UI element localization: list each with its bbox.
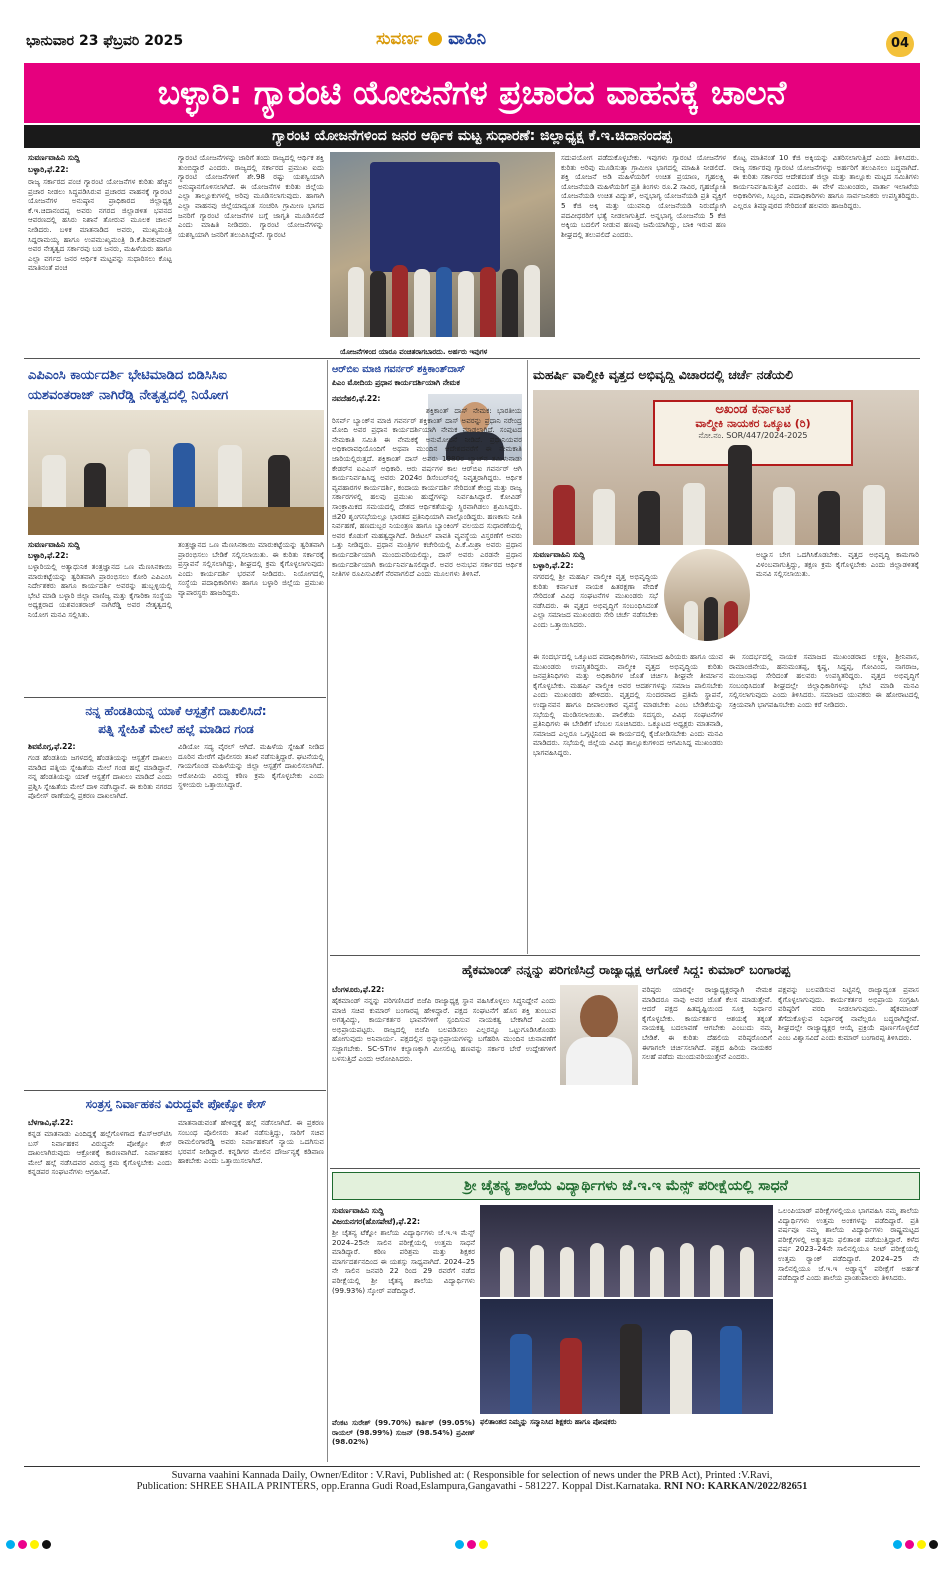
- apmc-col2: ತಂತ್ರಜ್ಞಾನದ ಒಣ ಮೆಣಸಿನಕಾಯಿ ಮಾರುಕಟ್ಟೆಯನ್ನು ತ್ವರಿತವಾಗಿ ಪ್ರಾರಂಭಿಸಲು ಬೇಡಿಕೆ ಸಲ್ಲಿಸಲಾಯಿತು. ಈ ಕುರಿತು ಸರ್ಕಾರಕ್ಕೆ ಪ್ರಸ್ತಾವನೆ ಸಲ್ಲಿಸಲಾಗಿದ್ದು, ಶೀಘ್ರದಲ್ಲಿ ಕ್ರಮ ಕೈಗೊಳ್ಳಲಾಗುವುದು ಎಂದು ಕಾರ್ಯದರ್ಶಿ ಭರವಸೆ ನೀಡಿದರು. ನಿಯೋಗದಲ್ಲಿ ಸಂಸ್ಥೆಯ ಪದಾಧಿಕಾರಿಗಳು ಹಾಗೂ ಬಳ್ಳಾರಿ ಜಿಲ್ಲೆಯ ಪ್ರಮುಖ ವ್ಯಾಪಾರಸ್ಥರು ಹಾಜರಿದ್ದರು.: [178, 540, 324, 597]
- lead-col3: ಸದುಪಯೋಗ ಪಡೆದುಕೊಳ್ಳಬೇಕು. ಇವುಗಳು ಗ್ಯಾರಂಟಿ ಯೋಜನೆಗಳ ಕುರಿತು ಅರಿವು ಮೂಡಿಸುತ್ತಾ ಗ್ರಾಮೀಣ ಭಾಗದಲ್ಲಿ ಮಾಹಿತಿ ನೀಡಲಿದೆ. ಶಕ್ತಿ ಯೋಜನೆ ಅಡಿ ಮಹಿಳೆಯರಿಗೆ ಉಚಿತ ಪ್ರಯಾಣ, ಗೃಹಲಕ್ಷ್ಮಿ ಯೋಜನೆಯಡಿ ಮಹಿಳೆಯರಿಗೆ ಪ್ರತಿ ತಿಂಗಳು ರೂ.2 ಸಾವಿರ, ಗೃಹಜ್ಯೋತಿ ಯೋಜನೆಯಡಿ ಉಚಿತ ವಿದ್ಯುತ್, ಅನ್ನಭಾಗ್ಯ ಯೋಜನೆಯಡಿ ಪ್ರತಿ ವ್ಯಕ್ತಿಗೆ 5 ಕೆಜಿ ಅಕ್ಕಿ ಮತ್ತು ಯುವನಿಧಿ ಯೋಜನೆಯಡಿ ನಿರುದ್ಯೋಗಿ ಪದವೀಧರರಿಗೆ ಭತ್ಯೆ ನೀಡಲಾಗುತ್ತಿದೆ. ಅನ್ನಭಾಗ್ಯ ಯೋಜನೆಯ 5 ಕೆಜಿ ಅಕ್ಕಿಯ ಬದಲಿಗೆ ನೀಡುವ ಹಣವು ಜಮೆಯಾಗಿದ್ದು, ಬಾಕಿ ಇರುವ ಹಣ ಶೀಘ್ರದಲ್ಲಿ ತಲುಪಲಿದೆ ಎಂದರು.: [561, 153, 726, 239]
- chaitanya-photo-group: [480, 1205, 773, 1297]
- valmiki-banner-line1: ಅಖಂಡ ಕರ್ನಾಟಕ: [715, 402, 791, 417]
- chaitanya-dateline: ವಿಜಯನಗರ(ಹೊಸಪೇಟೆ),ಫೆ.22:: [332, 1217, 420, 1226]
- bangarappa-col2: ವರಿಷ್ಠರು ಯಾರನ್ನೇ ರಾಜ್ಯಾಧ್ಯಕ್ಷರನ್ನಾಗಿ ನೇಮಕ ಮಾಡಿದರೂ ನಾವು ಅವರ ಜೊತೆ ಕೆಲಸ ಮಾಡುತ್ತೇವೆ. ಆದರೆ ಪಕ್ಷದ ಹಿತದೃಷ್ಟಿಯಿಂದ ಸೂಕ್ತ ನಿರ್ಧಾರ ಕೈಗೊಳ್ಳಬೇಕು. ಕಾರ್ಯಕರ್ತರ ಆಶಯಕ್ಕೆ ತಕ್ಕಂತೆ ನಾಯಕತ್ವ ಬದಲಾವಣೆ ಆಗಬೇಕು ಎಂಬುದು ನಮ್ಮ ಬೇಡಿಕೆ. ಈ ಕುರಿತು ದೆಹಲಿಯ ವರಿಷ್ಠರೊಂದಿಗೆ ಈಗಾಗಲೇ ಚರ್ಚಿಸಲಾಗಿದೆ. ಪಕ್ಷದ ಹಿರಿಯ ನಾಯಕರ ಸಲಹೆ ಪಡೆದು ಮುಂದುವರಿಯುತ್ತೇವೆ ಎಂದರು.: [642, 985, 772, 1062]
- footer-line2: Publication: SHREE SHAILA PRINTERS, opp.Eranna Gudi Road,Eslampura,Gangavathi - 581227. Koppal Dist.Karnataka.: [136, 1481, 662, 1492]
- lead-byline: ಸುವರ್ಣವಾಹಿನಿ ಸುದ್ದಿ: [28, 153, 80, 162]
- apmc-col1: ಬಳ್ಳಾರಿಯಲ್ಲಿ ಅತ್ಯಾಧುನಿಕ ತಂತ್ರಜ್ಞಾನದ ಒಣ ಮೆಣಸಿನಕಾಯಿ ಮಾರುಕಟ್ಟೆಯನ್ನು ತ್ವರಿತವಾಗಿ ಪ್ರಾರಂಭಿಸಲು ಕೋರಿ ಎಪಿಎಂಸಿ ನಿರ್ದೇಶಕರು ಹಾಗೂ ಕಾರ್ಯದರ್ಶಿ ಅವರನ್ನು ಹುಬ್ಬಳ್ಳಿಯಲ್ಲಿ ಭೇಟಿ ಮಾಡಿ ಬಳ್ಳಾರಿ ಜಿಲ್ಲಾ ವಾಣಿಜ್ಯ ಮತ್ತು ಕೈಗಾರಿಕಾ ಸಂಸ್ಥೆಯ ಅಧ್ಯಕ್ಷರಾದ ಯಶವಂತರಾಜ್ ನಾಗಿರೆಡ್ಡಿ ಅವರ ನೇತೃತ್ವದಲ್ಲಿ ನಿಯೋಗ ಮನವಿ ಸಲ್ಲಿಸಿತು.: [28, 562, 172, 619]
- lead-headline: ಬಳ್ಳಾರಿ: ಗ್ಯಾರಂಟಿ ಯೋಜನೆಗಳ ಪ್ರಚಾರದ ವಾಹನಕ್ಕೆ ಚಾಲನೆ: [157, 73, 787, 112]
- chaitanya-photo-caption: ಫಲಿತಾಂಶದ ನಿಮ್ಮನ್ನು ಸನ್ಮಾನಿಸಿದ ಶಿಕ್ಷಕರು ಹಾಗೂ ಪೋಷಕರು: [480, 1418, 617, 1426]
- masthead-right: ವಾಹಿನಿ: [448, 29, 487, 49]
- apmc-byline: ಸುವರ್ಣವಾಹಿನಿ ಸುದ್ದಿ: [28, 540, 80, 549]
- issue-date: ಭಾನುವಾರ 23 ಫೆಬ್ರವರಿ 2025: [26, 33, 184, 49]
- crime-headline-2: ಪತ್ನಿ ಸ್ನೇಹಿತೆ ಮೇಲೆ ಹಲ್ಲೆ ಮಾಡಿದ ಗಂಡ: [98, 722, 254, 736]
- rbi-subheadline: ಪಿಎಂ ಮೋದಿಯ ಪ್ರಧಾನ ಕಾರ್ಯದರ್ಶಿಯಾಗಿ ನೇಮಕ: [332, 378, 460, 387]
- apmc-photo: [28, 410, 324, 535]
- registration-dot-black: [929, 1540, 938, 1549]
- pocso-headline: ಸಂತ್ರಸ್ತ ನಿರ್ವಾಹಕನ ವಿರುದ್ಧವೇ ಪೋಕ್ಸೋ ಕೇಸ್: [85, 1097, 267, 1111]
- lead-col1: ರಾಜ್ಯ ಸರ್ಕಾರದ ಪಂಚ ಗ್ಯಾರಂಟಿ ಯೋಜನೆಗಳ ಕುರಿತು ಹೆಚ್ಚಿನ ಪ್ರಚಾರ ನೀಡಲು ಸಿದ್ಧಪಡಿಸಿರುವ ಪ್ರಚಾರದ ವಾಹನಕ್ಕೆ ಗ್ಯಾರಂಟಿ ಯೋಜನೆಗಳ ಅನುಷ್ಠಾನ ಪ್ರಾಧಿಕಾರದ ಜಿಲ್ಲಾಧ್ಯಕ್ಷ ಕೆ.ಇ.ಚಿದಾನಂದಪ್ಪ ಅವರು ನಗರದ ಜಿಲ್ಲಾಡಳಿತ ಭವನದ ಆವರಣದಲ್ಲಿ ಹಸಿರು ನಿಶಾನೆ ತೋರುವ ಮೂಲಕ ಚಾಲನೆ ನೀಡಿದರು. ಬಳಿಕ ಮಾತನಾಡಿದ ಅವರು, ಮುಖ್ಯಮಂತ್ರಿ ಸಿದ್ದರಾಮಯ್ಯ ಹಾಗೂ ಉಪಮುಖ್ಯಮಂತ್ರಿ ಡಿ.ಕೆ.ಶಿವಕುಮಾರ್ ಅವರ ನೇತೃತ್ವದ ಸರ್ಕಾರವು ಬಡ ಜನರು, ಮಹಿಳೆಯರು ಹಾಗೂ ಎಲ್ಲಾ ವರ್ಗದ ಜನರ ಆರ್ಥಿಕ ಮಟ್ಟವನ್ನು ಸುಧಾರಿಸಲು ಕೊಟ್ಟ ಮಾತಿನಂತೆ ಪಂಚ: [28, 177, 172, 273]
- footer-rni: RNI NO: KARKAN/2022/82651: [663, 1481, 808, 1492]
- pocso-col2: ಮಾತನಾಡುವಂತೆ ಹೇಳಿದ್ದಕ್ಕೆ ಹಲ್ಲೆ ನಡೆಸಲಾಗಿದೆ. ಈ ಪ್ರಕರಣ ಸಂಬಂಧ ಪೊಲೀಸರು ತನಿಖೆ ನಡೆಸುತ್ತಿದ್ದು, ಸಾರಿಗೆ ಸಚಿವ ರಾಮಲಿಂಗಾರೆಡ್ಡಿ ಅವರು ನಿರ್ವಾಹಕನಿಗೆ ನ್ಯಾಯ ಒದಗಿಸುವ ಭರವಸೆ ನೀಡಿದ್ದಾರೆ. ಕನ್ನಡಿಗರ ಮೇಲಿನ ದೌರ್ಜನ್ಯಕ್ಕೆ ಕಡಿವಾಣ ಹಾಕಬೇಕು ಎಂದು ಒತ್ತಾಯಿಸಲಾಗಿದೆ.: [178, 1118, 324, 1166]
- apmc-dateline: ಬಳ್ಳಾರಿ,ಫೆ.22:: [28, 551, 69, 560]
- registration-dot-yellow: [30, 1540, 39, 1549]
- apmc-headline-1: ಎಪಿಎಂಸಿ ಕಾರ್ಯದರ್ಶಿ ಭೇಟಿಮಾಡಿದ ಬಿಡಿಸಿಸಿಐ: [28, 368, 227, 383]
- lead-photo-caption: ಯೋಜನೆಗಳಿಂದ ಯಾರೂ ವಂಚಿತರಾಗಬಾರದು. ಅರ್ಹರು ಇವುಗಳ: [340, 348, 488, 356]
- lead-subheadline: ಗ್ಯಾರಂಟಿ ಯೋಜನೆಗಳಿಂದ ಜನರ ಆರ್ಥಿಕ ಮಟ್ಟ ಸುಧಾರಣೆ: ಜಿಲ್ಲಾಧ್ಯಕ್ಷ ಕೆ.ಇ.ಚಿದಾನಂದಪ್ಪ: [272, 128, 672, 144]
- chaitanya-photo-award: [480, 1299, 773, 1414]
- masthead-left: ಸುವರ್ಣ: [376, 29, 423, 49]
- crime-headline-1: ನನ್ನ ಹೆಂಡತಿಯನ್ನ ಯಾಕೆ ಆಸ್ಪತ್ರೆಗೆ ದಾಖಲಿಸಿದೆ:: [85, 704, 267, 718]
- valmiki-headline: ಮಹರ್ಷಿ ವಾಲ್ಮೀಕಿ ವೃತ್ತದ ಅಭಿವೃದ್ಧಿ ವಿಚಾರದಲ್ಲಿ ಚರ್ಚೆ ನಡೆಯಲಿ: [533, 367, 794, 382]
- registration-dot-magenta: [905, 1540, 914, 1549]
- valmiki-banner-line2: ವಾಲ್ಮೀಕಿ ನಾಯಕರ ಒಕ್ಕೂಟ (ರಿ): [695, 417, 811, 430]
- chaitanya-col1: ಶ್ರೀ ಚೈತನ್ಯ ಟೆಕ್ನೋ ಶಾಲೆಯ ವಿದ್ಯಾರ್ಥಿಗಳು ಜೆ.ಇ.ಇ ಮೆನ್ಸ್ 2024–25ನೇ ಸಾಲಿನ ಪರೀಕ್ಷೆಯಲ್ಲಿ ಉತ್ತಮ ಸಾಧನೆ ಮಾಡಿದ್ದಾರೆ. ಕಠಿಣ ಪರಿಶ್ರಮ ಮತ್ತು ಶಿಕ್ಷಕರ ಮಾರ್ಗದರ್ಶನದಿಂದ ಈ ಯಶಸ್ಸು ಸಾಧ್ಯವಾಗಿದೆ. 2024–25 ನೇ ಸಾಲಿನ ಜನವರಿ 22 ರಿಂದ 29 ರವರೆಗೆ ನಡೆದ ಪರೀಕ್ಷೆಯಲ್ಲಿ ಶ್ರೀ ಚೈತನ್ಯ ಶಾಲೆಯ ವಿದ್ಯಾರ್ಥಿಗಳು (99.93%) ಸ್ಕೋರ್ ಪಡೆದಿದ್ದಾರೆ.: [332, 1228, 475, 1295]
- registration-dot-black: [42, 1540, 51, 1549]
- chaitanya-col2: ಒಲಂಪಿಯಾಡ್ ಪರೀಕ್ಷೆಗಳಲ್ಲಿಯೂ ಭಾಗವಹಿಸಿ ನಮ್ಮ ಶಾಲೆಯ ವಿದ್ಯಾರ್ಥಿಗಳು ಉತ್ತಮ ಅಂಕಗಳನ್ನು ಪಡೆದಿದ್ದಾರೆ. ಪ್ರತಿ ವರ್ಷವೂ ನಮ್ಮ ಶಾಲೆಯ ವಿದ್ಯಾರ್ಥಿಗಳು ರಾಷ್ಟ್ರಮಟ್ಟದ ಪರೀಕ್ಷೆಗಳಲ್ಲಿ ಅತ್ಯುತ್ತಮ ಫಲಿತಾಂಶ ಪಡೆಯುತ್ತಿದ್ದಾರೆ. ಕಳೆದ ವರ್ಷ 2023–24ನೇ ಸಾಲಿನಲ್ಲಿಯೂ ನೀಟ್ ಪರೀಕ್ಷೆಯಲ್ಲಿ ಉತ್ತಮ ರ‍್ಯಾಂಕ್ ಪಡೆದಿದ್ದಾರೆ. 2024–25 ನೇ ಸಾಲಿನಲ್ಲಿಯೂ ಜೆ.ಇ.ಇ ಅಡ್ವಾನ್ಸ್ಡ್ ಪರೀಕ್ಷೆಗೆ ಅರ್ಹತೆ ಪಡೆದಿದ್ದಾರೆ ಎಂದು ಶಾಲೆಯ ಪ್ರಾಂಶುಪಾಲರು ತಿಳಿಸಿದರು.: [778, 1206, 919, 1283]
- registration-dot-magenta: [467, 1540, 476, 1549]
- rbi-body: ಶಕ್ತಿಕಾಂತ್ ದಾಸ್ ನೇಮಕ: ಭಾರತೀಯ ರಿಸರ್ವ್ ಬ್ಯಾಂಕ್‌ನ ಮಾಜಿ ಗವರ್ನರ್ ಶಕ್ತಿಕಾಂತ್ ದಾಸ್ ಅವರನ್ನು ಪ್ರಧಾನಿ ನರೇಂದ್ರ ಮೋದಿ ಅವರ ಪ್ರಧಾನ ಕಾರ್ಯದರ್ಶಿಯಾಗಿ ನೇಮಕ ಮಾಡಲಾಗಿದೆ. ಸಂಪುಟದ ನೇಮಕಾತಿ ಸಮಿತಿ ಈ ನೇಮಕಕ್ಕೆ ಅನುಮೋದನೆ ನೀಡಿದೆ. ಪ್ರಧಾನಿಯವರ ಅಧಿಕಾರಾವಧಿಯೊಂದಿಗೆ ಅಥವಾ ಮುಂದಿನ ಆದೇಶದವರೆಗೆ ಈ ನೇಮಕಾತಿ ಜಾರಿಯಲ್ಲಿರುತ್ತದೆ. ಶಕ್ತಿಕಾಂತ್ ದಾಸ್ ಅವರು 1980ರ ಬ್ಯಾಚ್‌ನ ತಮಿಳುನಾಡು ಕೇಡರ್‌ನ ಐಎಎಸ್ ಅಧಿಕಾರಿ. ಆರು ವರ್ಷಗಳ ಕಾಲ ಆರ್‌ಬಿಐ ಗವರ್ನರ್ ಆಗಿ ಕಾರ್ಯನಿರ್ವಹಿಸಿದ್ದ ಅವರು 2024ರ ಡಿಸೆಂಬರ್‌ನಲ್ಲಿ ನಿವೃತ್ತರಾಗಿದ್ದರು. ಆರ್ಥಿಕ ವ್ಯವಹಾರಗಳ ಕಾರ್ಯದರ್ಶಿ, ಕಂದಾಯ ಕಾರ್ಯದರ್ಶಿ ಸೇರಿದಂತೆ ಕೇಂದ್ರ ಮತ್ತು ರಾಜ್ಯ ಸರ್ಕಾರಗಳಲ್ಲಿ ಹಲವು ಪ್ರಮುಖ ಹುದ್ದೆಗಳನ್ನು ನಿರ್ವಹಿಸಿದ್ದಾರೆ. ಕೋವಿಡ್ ಸಾಂಕ್ರಾಮಿಕದ ಸಮಯದಲ್ಲಿ ದೇಶದ ಆರ್ಥಿಕತೆಯನ್ನು ಸ್ಥಿರವಾಗಿಡಲು ಶ್ರಮಿಸಿದ್ದರು. ಜಿ20 ಶೃಂಗಸಭೆಯಲ್ಲೂ ಭಾರತದ ಪ್ರತಿನಿಧಿಯಾಗಿ ಪಾಲ್ಗೊಂಡಿದ್ದರು. ಹಣಕಾಸು ನೀತಿ ನಿರ್ವಹಣೆ, ಹಣದುಬ್ಬರ ನಿಯಂತ್ರಣ ಹಾಗೂ ಬ್ಯಾಂಕಿಂಗ್ ವಲಯದ ಸುಧಾರಣೆಯಲ್ಲಿ ಅವರ ಕೊಡುಗೆ ಮಹತ್ವದ್ದಾಗಿದೆ. ಡಿಜಿಟಲ್ ಪಾವತಿ ವ್ಯವಸ್ಥೆಯ ವಿಸ್ತರಣೆಗೆ ಅವರು ಒತ್ತು ನೀಡಿದ್ದರು. ಪ್ರಧಾನ ಮಂತ್ರಿಗಳ ಕಚೇರಿಯಲ್ಲಿ ಪಿ.ಕೆ.ಮಿಶ್ರಾ ಅವರು ಪ್ರಧಾನ ಕಾರ್ಯದರ್ಶಿಯಾಗಿ ಮುಂದುವರಿಯಲಿದ್ದು, ದಾಸ್ ಅವರು ಎರಡನೇ ಪ್ರಧಾನ ಕಾರ್ಯದರ್ಶಿಯಾಗಿ ಕಾರ್ಯನಿರ್ವಹಿಸಲಿದ್ದಾರೆ. ಅವರ ಅನುಭವ ಸರ್ಕಾರದ ಆರ್ಥಿಕ ನೀತಿಗಳ ರೂಪಿಸುವಿಕೆಗೆ ನೆರವಾಗಲಿದೆ ಎಂದು ಮೂಲಗಳು ತಿಳಿಸಿವೆ.: [332, 406, 522, 579]
- footer-line1: Suvarna vaahini Kannada Daily, Owner/Editor : V.Ravi, Published at: ( Responsible for selection of news under the PRB Act), Printed :V.Ravi,: [171, 1470, 773, 1481]
- masthead: [376, 29, 576, 55]
- bangarappa-dateline: ಬೆಂಗಳೂರು,ಫೆ.22:: [332, 985, 385, 994]
- registration-dot-cyan: [6, 1540, 15, 1549]
- lead-dateline: ಬಳ್ಳಾರಿ,ಫೆ.22:: [28, 165, 69, 174]
- pocso-dateline: ಬೆಳಗಾವಿ,ಫೆ.22:: [28, 1118, 74, 1127]
- valmiki-byline: ಸುವರ್ಣವಾಹಿನಿ ಸುದ್ದಿ: [533, 550, 585, 559]
- chaitanya-scores: ವೆಂಕಟ ಸುರೇಶ್ (99.70%) ಕಾರ್ತಿಕ್ (99.05%) ರಾಯಲ್ (98.99%) ಸುಜನ್ (98.54%) ಪ್ರವೀಣ್ (98.02%): [332, 1418, 475, 1447]
- table-shape: [28, 507, 324, 535]
- valmiki-banner: [653, 400, 853, 466]
- masthead-sun-icon: [428, 32, 442, 46]
- lead-col4: ಕೊಟ್ಟ ಮಾತಿನಂತೆ 10 ಕೆಜಿ ಅಕ್ಕಿಯನ್ನು ವಿತರಿಸಲಾಗುತ್ತಿದೆ ಎಂದು ತಿಳಿಸಿದರು. ರಾಜ್ಯ ಸರ್ಕಾರವು ಗ್ಯಾರಂಟಿ ಯೋಜನೆಗಳನ್ನು ಅರ್ಹರಿಗೆ ತಲುಪಿಸಲು ಬದ್ಧವಾಗಿದೆ. ಈ ಕುರಿತು ಸರ್ಕಾರದ ಆದೇಶದಂತೆ ಜಿಲ್ಲಾ ಮತ್ತು ತಾಲ್ಲೂಕು ಮಟ್ಟದ ಸಮಿತಿಗಳು ಕಾರ್ಯನಿರ್ವಹಿಸುತ್ತಿವೆ ಎಂದರು. ಈ ವೇಳೆ ಮುಖಂಡರು, ವಾರ್ತಾ ಇಲಾಖೆಯ ಅಧಿಕಾರಿಗಳು, ಸಿಬ್ಬಂದಿ, ಪದಾಧಿಕಾರಿಗಳು ಹಾಗೂ ಸಾರ್ವಜನಿಕರು ಉಪಸ್ಥಿತರಿದ್ದರು. ಎಲ್ಲರೂ ತಿಮ್ಮಾಪುರದ ಸೇರಿದಂತೆ ಹಲವರು ಹಾಜರಿದ್ದರು.: [733, 153, 919, 210]
- registration-dot-cyan: [893, 1540, 902, 1549]
- valmiki-col2: ಅಭ್ಯಾಸ ಬೇಗ ಒದಗಿಸಿಕೊಡಬೇಕು. ವೃತ್ತದ ಅಭಿವೃದ್ಧಿ ಕಾಮಗಾರಿ ವಿಳಂಬವಾಗುತ್ತಿದ್ದು, ತಕ್ಷಣ ಕ್ರಮ ಕೈಗೊಳ್ಳಬೇಕು ಎಂದು ಜಿಲ್ಲಾಡಳಿತಕ್ಕೆ ಮನವಿ ಸಲ್ಲಿಸಲಾಯಿತು.: [756, 550, 919, 579]
- registration-dot-yellow: [479, 1540, 488, 1549]
- bangarappa-col1: ಹೈಕಮಾಂಡ್ ನನ್ನನ್ನು ಪರಿಗಣಿಸಿದರೆ ಬಿಜೆಪಿ ರಾಜ್ಯಾಧ್ಯಕ್ಷ ಸ್ಥಾನ ವಹಿಸಿಕೊಳ್ಳಲು ಸಿದ್ಧನಿದ್ದೇನೆ ಎಂದು ಮಾಜಿ ಸಚಿವ ಕುಮಾರ್ ಬಂಗಾರಪ್ಪ ಹೇಳಿದ್ದಾರೆ. ಪಕ್ಷದ ಸಂಘಟನೆಗೆ ಹೊಸ ಶಕ್ತಿ ತುಂಬುವ ಅಗತ್ಯವಿದ್ದು, ಕಾರ್ಯಕರ್ತರ ಭಾವನೆಗಳಿಗೆ ಸ್ಪಂದಿಸುವ ನಾಯಕತ್ವ ಬೇಕಾಗಿದೆ ಎಂದು ಅಭಿಪ್ರಾಯಪಟ್ಟರು. ರಾಜ್ಯದಲ್ಲಿ ಬಿಜೆಪಿ ಬಲಪಡಿಸಲು ಎಲ್ಲರನ್ನೂ ಒಟ್ಟುಗೂಡಿಸಿಕೊಂಡು ಹೋಗುವುದು ಅನಿವಾರ್ಯ. ಪಕ್ಷದಲ್ಲಿನ ಭಿನ್ನಾಭಿಪ್ರಾಯಗಳನ್ನು ಬಗೆಹರಿಸಿ ಮುಂದಿನ ಚುನಾವಣೆಗೆ ಸಜ್ಜಾಗಬೇಕು. SC-STಗಳ ಕಲ್ಯಾಣಕ್ಕಾಗಿ ಮೀಸಲಿಟ್ಟ ಹಣವನ್ನು ಸರ್ಕಾರ ಬೇರೆ ಉದ್ದೇಶಗಳಿಗೆ ಬಳಸುತ್ತಿದೆ ಎಂದು ಆರೋಪಿಸಿದರು.: [332, 996, 556, 1063]
- valmiki-body: ಈ ಸಂದರ್ಭದಲ್ಲಿ ಒಕ್ಕೂಟದ ಪದಾಧಿಕಾರಿಗಳು, ಸಮಾಜದ ಹಿರಿಯರು ಹಾಗೂ ಯುವ ಮುಖಂಡರು ಉಪಸ್ಥಿತರಿದ್ದರು. ವಾಲ್ಮೀಕಿ ವೃತ್ತದ ಅಭಿವೃದ್ಧಿಯ ಕುರಿತು ಜನಪ್ರತಿನಿಧಿಗಳು ಮತ್ತು ಅಧಿಕಾರಿಗಳ ಜೊತೆ ಚರ್ಚಿಸಿ ಶೀಘ್ರವೇ ತೀರ್ಮಾನ ಕೈಗೊಳ್ಳಬೇಕು. ಮಹರ್ಷಿ ವಾಲ್ಮೀಕಿ ಅವರ ಆದರ್ಶಗಳನ್ನು ಸಮಾಜ ಪಾಲಿಸಬೇಕು ಎಂದು ಮುಖಂಡರು ಹೇಳಿದರು. ವೃತ್ತದಲ್ಲಿ ಸುಂದರವಾದ ಪ್ರತಿಮೆ ಸ್ಥಾಪನೆ, ಉದ್ಯಾನವನ ಹಾಗೂ ದೀಪಾಲಂಕಾರ ವ್ಯವಸ್ಥೆ ಮಾಡಬೇಕು ಎಂಬ ಬೇಡಿಕೆಯನ್ನು ಸಭೆಯಲ್ಲಿ ಮಂಡಿಸಲಾಯಿತು. ಪಾಲಿಕೆಯ ಸದಸ್ಯರು, ವಿವಿಧ ಸಂಘಟನೆಗಳ ಪ್ರತಿನಿಧಿಗಳು ಈ ಬೇಡಿಕೆಗೆ ಬೆಂಬಲ ಸೂಚಿಸಿದರು. ಒಕ್ಕೂಟದ ಅಧ್ಯಕ್ಷರು ಮಾತನಾಡಿ, ಸಮಾಜದ ಎಲ್ಲರೂ ಒಗ್ಗಟ್ಟಿನಿಂದ ಈ ಕಾರ್ಯದಲ್ಲಿ ಕೈಜೋಡಿಸಬೇಕು ಎಂದು ಮನವಿ ಮಾಡಿದರು. ಸಭೆಯಲ್ಲಿ ಜಿಲ್ಲೆಯ ವಿವಿಧ ತಾಲ್ಲೂಕುಗಳಿಂದ ಆಗಮಿಸಿದ್ದ ಮುಖಂಡರು ಭಾಗವಹಿಸಿದ್ದರು.: [533, 652, 723, 757]
- lead-headline-band: [24, 63, 920, 123]
- valmiki-banner-line3: ನೋ.ನಂ. SOR/447/2024-2025: [698, 431, 808, 440]
- valmiki-body2: ಈ ಸಂದರ್ಭದಲ್ಲಿ ನಾಯಕ ಸಮಾಜದ ಮುಖಂಡರಾದ ಲಕ್ಷ್ಮಣ, ಶ್ರೀನಿವಾಸ, ರಾಮಾಂಜಿನೇಯ, ಹನುಮಂತಪ್ಪ, ಕೃಷ್ಣ, ಸಿದ್ದಪ್ಪ, ಗೋವಿಂದ, ನಾಗರಾಜ, ಮಂಜುನಾಥ ಸೇರಿದಂತೆ ಹಲವರು ಉಪಸ್ಥಿತರಿದ್ದರು. ವೃತ್ತದ ಅಭಿವೃದ್ಧಿಗೆ ಸಂಬಂಧಿಸಿದಂತೆ ಶೀಘ್ರದಲ್ಲೇ ಜಿಲ್ಲಾಧಿಕಾರಿಗಳನ್ನು ಭೇಟಿ ಮಾಡಿ ಮನವಿ ಸಲ್ಲಿಸಲಾಗುವುದು ಎಂದು ತಿಳಿಸಿದರು. ಸಮಾಜದ ಯುವಕರು ಈ ಹೋರಾಟದಲ್ಲಿ ಸಕ್ರಿಯವಾಗಿ ಭಾಗವಹಿಸಬೇಕು ಎಂದು ಕರೆ ನೀಡಿದರು.: [729, 652, 919, 709]
- registration-dot-magenta: [18, 1540, 27, 1549]
- bangarappa-portrait: [560, 985, 638, 1085]
- bangarappa-headline: ಹೈಕಮಾಂಡ್ ನನ್ನನ್ನು ಪರಿಗಣಿಸಿದ್ರೆ ರಾಜ್ಯಾಧ್ಯಕ್ಷ ಆಗೋಕೆ ಸಿದ್ಧ: ಕುಮಾರ್ ಬಂಗಾರಪ್ಪ: [462, 962, 790, 977]
- valmiki-dateline: ಬಳ್ಳಾರಿ,ಫೆ.22:: [533, 561, 574, 570]
- valmiki-col1: ನಗರದಲ್ಲಿ ಶ್ರೀ ಮಹರ್ಷಿ ವಾಲ್ಮೀಕಿ ವೃತ್ತ ಅಭಿವೃದ್ಧಿಯ ಕುರಿತು ಕರ್ನಾಟಕ ನಾಯಕ ಹಿತರಕ್ಷಣಾ ವೇದಿಕೆ ಸೇರಿದಂತೆ ವಿವಿಧ ಸಂಘಟನೆಗಳ ಮುಖಂಡರು ಸಭೆ ನಡೆಸಿದರು. ಈ ವೃತ್ತದ ಅಭಿವೃದ್ಧಿಗೆ ಸಂಬಂಧಿಸಿದಂತೆ ಎಲ್ಲಾ ಸಮಾಜದ ಮುಖಂಡರು ಸೇರಿ ಚರ್ಚೆ ನಡೆಸಬೇಕು ಎಂದು ಒತ್ತಾಯಿಸಿದರು.: [533, 572, 658, 629]
- crime-col2: ವಿಡಿಯೋ ಸದ್ಯ ವೈರಲ್ ಆಗಿದೆ. ಮಹಿಳೆಯ ಸ್ನೇಹಿತೆ ನೀಡಿದ ದೂರಿನ ಮೇರೆಗೆ ಪೊಲೀಸರು ತನಿಖೆ ನಡೆಸುತ್ತಿದ್ದಾರೆ. ಘಟನೆಯಲ್ಲಿ ಗಾಯಗೊಂಡ ಮಹಿಳೆಯನ್ನು ಜಿಲ್ಲಾ ಆಸ್ಪತ್ರೆಗೆ ದಾಖಲಿಸಲಾಗಿದೆ. ಆರೋಪಿಯ ವಿರುದ್ಧ ಕಠಿಣ ಕ್ರಮ ಕೈಗೊಳ್ಳಬೇಕು ಎಂದು ಸ್ಥಳೀಯರು ಒತ್ತಾಯಿಸಿದ್ದಾರೆ.: [178, 742, 324, 790]
- valmiki-inset-photo: [662, 547, 752, 643]
- registration-dot-yellow: [917, 1540, 926, 1549]
- lead-subheadline-band: [24, 125, 920, 148]
- chaitanya-headline-band: [332, 1172, 920, 1200]
- lead-col2: ಗ್ಯಾರಂಟಿ ಯೋಜನೆಗಳನ್ನು ಜಾರಿಗೆ ತಂದು ರಾಜ್ಯದಲ್ಲಿ ಆರ್ಥಿಕ ಶಕ್ತಿ ತುಂಬಿದ್ದಾರೆ ಎಂದರು. ರಾಜ್ಯದಲ್ಲಿ ಸರ್ಕಾರದ ಪ್ರಮುಖ ಐದು ಗ್ಯಾರಂಟಿ ಯೋಜನೆಗಳಿಗೆ ಶೇ.98 ರಷ್ಟು ಯಶಸ್ವಿಯಾಗಿ ಅನುಷ್ಠಾನಗೊಳಿಸಲಾಗಿದೆ. ಈ ಯೋಜನೆಗಳ ಕುರಿತು ಜಿಲ್ಲೆಯ ಎಲ್ಲಾ ತಾಲ್ಲೂಕುಗಳಲ್ಲಿ ಅರಿವು ಮೂಡಿಸಲಾಗುವುದು. ಹಾಗಾಗಿ ಎಲ್ಲಾ ವಾಹನವು ಜಿಲ್ಲೆಯಾದ್ಯಂತ ಸಂಚರಿಸಿ ಗ್ರಾಮೀಣ ಭಾಗದ ಜನರಿಗೆ ಗ್ಯಾರಂಟಿ ಯೋಜನೆಗಳ ಬಗ್ಗೆ ಜಾಗೃತಿ ಮೂಡಿಸಲಿದೆ ಎಂದು ಮಾಹಿತಿ ನೀಡಿದರು. ಗ್ಯಾರಂಟಿ ಯೋಜನೆಗಳನ್ನು ಯಶಸ್ವಿಯಾಗಿ ಜನರಿಗೆ ತಲುಪಿಸಿದ್ದೇವೆ. ಗ್ಯಾರಂಟಿ: [178, 153, 324, 239]
- crime-dateline: ಶಿವಮೊಗ್ಗ,ಫೆ.22:: [28, 742, 76, 751]
- chaitanya-byline: ಸುವರ್ಣವಾಹಿನಿ ಸುದ್ದಿ: [332, 1206, 384, 1215]
- crime-col1: ಗಂಡ ಹೆಂಡತಿಯ ಜಗಳದಲ್ಲಿ ಹೆಂಡತಿಯನ್ನು ಆಸ್ಪತ್ರೆಗೆ ದಾಖಲು ಮಾಡಿದ ಪತ್ನಿಯ ಸ್ನೇಹಿತೆಯ ಮೇಲೆ ಗಂಡ ಹಲ್ಲೆ ಮಾಡಿದ್ದಾನೆ. ನನ್ನ ಹೆಂಡತಿಯನ್ನು ಯಾಕೆ ಆಸ್ಪತ್ರೆಗೆ ದಾಖಲು ಮಾಡಿದೆ ಎಂದು ಪ್ರಶ್ನಿಸಿ ಸ್ನೇಹಿತೆಯ ಮೇಲೆ ದಾಳಿ ನಡೆಸಿದ್ದಾನೆ. ಈ ಕುರಿತು ನಗರದ ಪೊಲೀಸ್ ಠಾಣೆಯಲ್ಲಿ ಪ್ರಕರಣ ದಾಖಲಾಗಿದೆ.: [28, 753, 172, 801]
- rbi-dateline: ನವದೆಹಲಿ,ಫೆ.22:: [332, 394, 381, 403]
- page-number: 04: [886, 31, 914, 57]
- bangarappa-col3: ಪಕ್ಷವನ್ನು ಬಲಪಡಿಸುವ ನಿಟ್ಟಿನಲ್ಲಿ ರಾಜ್ಯಾದ್ಯಂತ ಪ್ರವಾಸ ಕೈಗೊಳ್ಳಲಾಗುವುದು. ಕಾರ್ಯಕರ್ತರ ಅಭಿಪ್ರಾಯ ಸಂಗ್ರಹಿಸಿ ವರಿಷ್ಠರಿಗೆ ವರದಿ ನೀಡಲಾಗುವುದು. ಹೈಕಮಾಂಡ್ ತೆಗೆದುಕೊಳ್ಳುವ ನಿರ್ಧಾರಕ್ಕೆ ನಾವೆಲ್ಲರೂ ಬದ್ಧರಾಗಿದ್ದೇವೆ. ಶೀಘ್ರದಲ್ಲೇ ರಾಜ್ಯಾಧ್ಯಕ್ಷರ ಆಯ್ಕೆ ಪ್ರಕ್ರಿಯೆ ಪೂರ್ಣಗೊಳ್ಳಲಿದೆ ಎಂಬ ವಿಶ್ವಾಸವಿದೆ ಎಂದು ಕುಮಾರ್ ಬಂಗಾರಪ್ಪ ತಿಳಿಸಿದರು.: [778, 985, 919, 1042]
- lead-photo: [330, 152, 555, 337]
- rbi-headline: ಆರ್‌ಬಿಐ ಮಾಜಿ ಗವರ್ನರ್ ಶಕ್ತಿಕಾಂತ್‌ದಾಸ್: [332, 364, 466, 375]
- apmc-headline-2: ಯಶವಂತರಾಜ್ ನಾಗಿರೆಡ್ಡಿ ನೇತೃತ್ವದಲ್ಲಿ ನಿಯೋಗ: [28, 388, 229, 403]
- footer-imprint: [24, 1470, 920, 1492]
- registration-dot-cyan: [455, 1540, 464, 1549]
- truck-shape: [370, 162, 500, 272]
- valmiki-photo: [533, 390, 919, 545]
- chaitanya-headline: ಶ್ರೀ ಚೈತನ್ಯ ಶಾಲೆಯ ವಿದ್ಯಾರ್ಥಿಗಳು ಜೆ.ಇ.ಇ ಮೆನ್ಸ್ ಪರೀಕ್ಷೆಯಲ್ಲಿ ಸಾಧನೆ: [464, 1178, 788, 1194]
- pocso-col1: ಕನ್ನಡ ಮಾತನಾಡು ಎಂದಿದ್ದಕ್ಕೆ ಹಲ್ಲೆಗೊಳಗಾದ ಕೆಎಸ್ಆರ್‌ಟಿಸಿ ಬಸ್ ನಿರ್ವಾಹಕನ ವಿರುದ್ಧವೇ ಪೋಕ್ಸೋ ಕೇಸ್ ದಾಖಲಾಗಿರುವುದು ಆಕ್ರೋಶಕ್ಕೆ ಕಾರಣವಾಗಿದೆ. ನಿರ್ವಾಹಕನ ಮೇಲೆ ಹಲ್ಲೆ ನಡೆಸಿದವರ ವಿರುದ್ಧ ಕ್ರಮ ಕೈಗೊಳ್ಳಬೇಕು ಎಂದು ಕನ್ನಡಪರ ಸಂಘಟನೆಗಳು ಆಗ್ರಹಿಸಿವೆ.: [28, 1129, 172, 1177]
